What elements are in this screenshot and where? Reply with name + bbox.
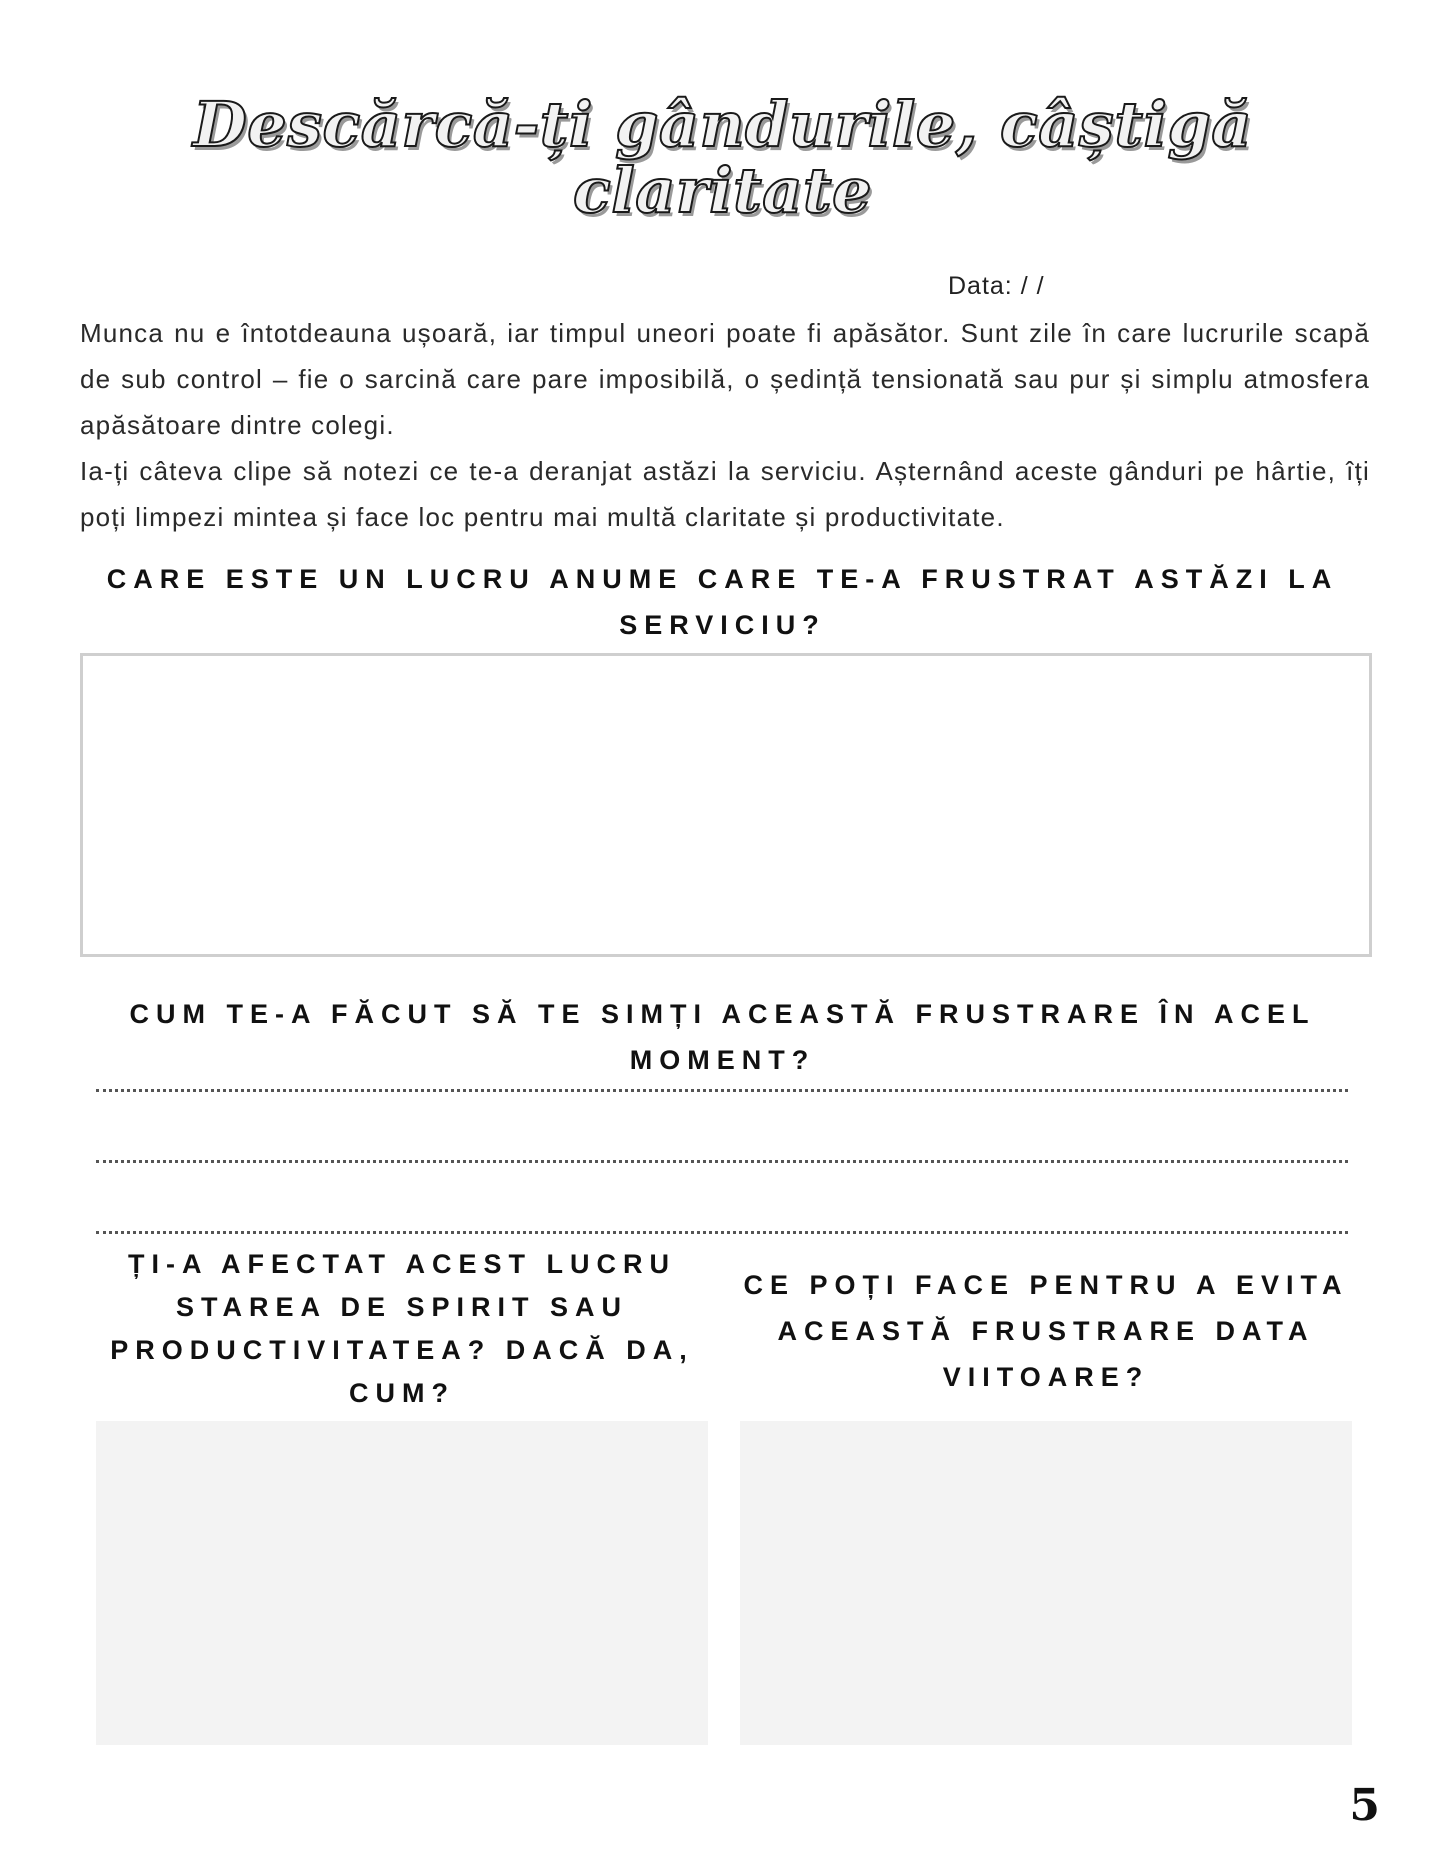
intro-paragraph-2: Ia-ți câteva clipe să notezi ce te-a deranjat astăzi la serviciu. Așternând aceste gânduri pe hârtie, îți poți limpezi mintea și face loc pentru mai multă claritate și productivitate. [80,456,1370,532]
question-impact: ȚI-A AFECTAT ACEST LUCRU STAREA DE SPIRIT SAU PRODUCTIVITATEA? DACĂ DA, CUM? [110,1249,694,1408]
intro-paragraph-1: Munca nu e întotdeauna ușoară, iar timpul uneori poate fi apăsător. Sunt zile în care lucrurile scapă de sub control – fie o sarcină care pare imposibilă, o ședință tensionată sau pur și simplu atmosfera apăsătoare dintre colegi. [80,318,1370,440]
feeling-answer-line-2[interactable] [96,1160,1348,1163]
question-frustration: CARE ESTE UN LUCRU ANUME CARE TE-A FRUSTRAT ASTĂZI LA SERVICIU? [106,564,1339,640]
page-title: Descărcă-ți gândurile, câștigă claritate [192,88,1253,227]
page-number: 5 [1349,1780,1380,1831]
question-prevention: CE POȚI FACE PENTRU A EVITA ACEASTĂ FRUSTRARE DATA VIITOARE? [743,1270,1349,1392]
feeling-answer-line-3[interactable] [96,1231,1348,1234]
impact-answer-box[interactable] [96,1421,708,1745]
date-label: Data: / / [948,272,1045,300]
feeling-answer-line-1[interactable] [96,1089,1348,1092]
frustration-answer-box[interactable] [80,653,1372,957]
intro-text [80,310,1370,540]
prevention-answer-box[interactable] [740,1421,1352,1745]
question-feeling: CUM TE-A FĂCUT SĂ TE SIMȚI ACEASTĂ FRUSTRARE ÎN ACEL MOMENT? [129,999,1316,1075]
